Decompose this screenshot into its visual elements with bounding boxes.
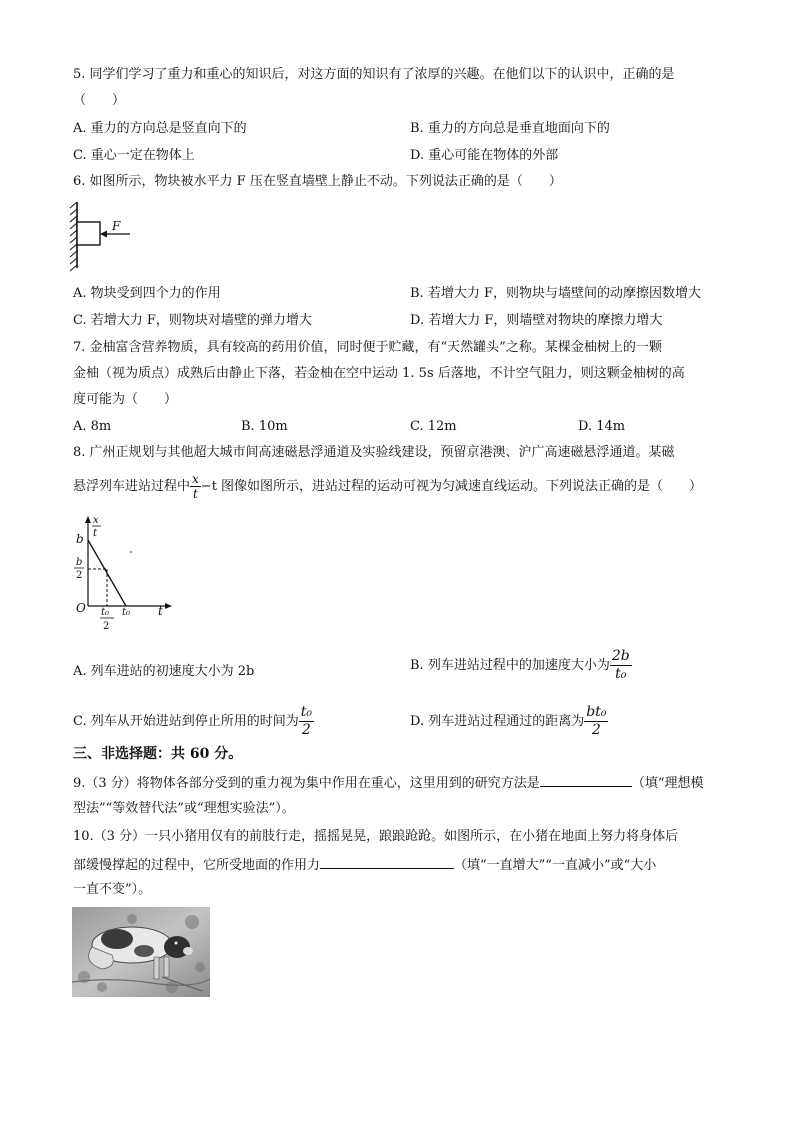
q10-line2 — [73, 855, 656, 875]
q7-option-c: C. 12m — [410, 419, 457, 434]
q8-option-c-fraction — [299, 704, 314, 739]
q8-option-a: A. 列车进站的初速度大小为 2b — [73, 664, 255, 679]
q5-stem: 5. 同学们学习了重力和重心的知识后，对这方面的知识有了浓厚的兴趣。在他们以下的认识中，正确的是 — [73, 67, 675, 82]
q8-option-c-text: C. 列车从开始进站到停止所用的时间为 — [73, 714, 299, 729]
q10-line2-pre: 部缓慢撑起的过程中，它所受地面的作用力 — [73, 858, 321, 873]
fraction-numerator: bt₀ — [586, 704, 607, 720]
q10-line3: 一直不变”）。 — [73, 882, 152, 897]
half-b-numerator: b — [76, 557, 83, 568]
q7-stem-line3: 度可能为（ ） — [73, 392, 178, 407]
q8-option-b-fraction — [610, 648, 632, 683]
fraction-denominator: t₀ — [615, 666, 627, 682]
pig-photo — [72, 907, 210, 997]
t0-label: t₀ — [122, 607, 131, 618]
q10-line2-post: （填“一直增大”“一直减小”或“大小 — [454, 858, 657, 873]
q8-option-b-text: B. 列车进站过程中的加速度大小为 — [410, 658, 610, 673]
x-axis-label: t — [158, 604, 163, 618]
q8-option-d-text: D. 列车进站过程通过的距离为 — [410, 714, 585, 729]
y-axis-label-numerator: x — [93, 515, 99, 526]
q8-stem-line2-post: −t 图像如图所示，进站过程的运动可视为匀减速直线运动。下列说法正确的是（ ） — [200, 479, 703, 494]
q8-option-d-fraction — [584, 704, 608, 739]
q9-line1 — [73, 773, 703, 793]
half-t0-numerator: t₀ — [101, 607, 110, 618]
half-t0-denominator: 2 — [103, 621, 110, 632]
q9-line1-pre: 9.（3 分）将物体各部分受到的重力视为集中作用在重心，这里用到的研究方法是 — [73, 776, 540, 791]
q8-option-c — [73, 702, 314, 742]
q5-option-a: A. 重力的方向总是竖直向下的 — [73, 121, 247, 136]
q7-option-b: B. 10m — [241, 419, 288, 434]
section-3-title: 三、非选择题：共 60 分。 — [73, 746, 243, 762]
half-b-denominator: 2 — [76, 570, 83, 581]
q5-option-c: C. 重心一定在物体上 — [73, 148, 195, 163]
q6-option-c: C. 若增大力 F，则物块对墙壁的弹力增大 — [73, 313, 312, 328]
q8-stem-line1: 8. 广州正规划与其他超大城市间高速磁悬浮通道及实验线建设，预留京港澳、沪广高速磁悬浮通道。某磁 — [73, 445, 675, 460]
q5-answer-paren: （ ） — [73, 93, 126, 108]
q5-option-d: D. 重心可能在物体的外部 — [410, 148, 559, 163]
fraction-denominator: 2 — [591, 722, 601, 738]
q6-option-a: A. 物块受到四个力的作用 — [73, 286, 221, 301]
fraction-denominator: t — [192, 487, 198, 501]
q6-stem: 6. 如图所示，物块被水平力 F 压在竖直墙壁上静止不动。下列说法正确的是（ ） — [73, 174, 562, 189]
q10-line1: 10.（3 分）一只小猪用仅有的前肢行走，摇摇晃晃，踉踉跄跄。如图所示，在小猪在地面上努力将身体后 — [73, 829, 679, 844]
fraction-numerator: 2b — [611, 648, 630, 664]
q7-option-a: A. 8m — [73, 419, 112, 434]
q5-option-b: B. 重力的方向总是垂直地面向下的 — [410, 121, 610, 136]
y-axis-label-denominator: t — [93, 528, 98, 539]
wall-block-figure — [66, 198, 136, 272]
q7-option-d: D. 14m — [578, 419, 626, 434]
q6-option-b: B. 若增大力 F，则物块与墙壁间的动摩擦因数增大 — [410, 286, 701, 301]
q9-line1-post: （填“理想模 — [631, 776, 704, 791]
q9-line2: 型法”“等效替代法”或“理想实验法”）。 — [73, 801, 295, 816]
origin-label: O — [76, 601, 86, 615]
force-f-label: F — [112, 219, 121, 233]
q10-answer-blank[interactable] — [320, 855, 454, 869]
q8-option-d — [410, 702, 608, 742]
q9-answer-blank[interactable] — [540, 773, 632, 787]
q8-option-b — [410, 646, 632, 686]
fraction-denominator: 2 — [301, 722, 311, 738]
fraction-numerator: t₀ — [300, 704, 312, 720]
q6-option-d: D. 若增大力 F，则墙壁对物块的摩擦力增大 — [410, 313, 663, 328]
x-over-t-vs-t-graph — [70, 512, 180, 634]
q7-stem-line2: 金柚（视为质点）成熟后由静止下落，若金柚在空中运动 1. 5s 后落地，不计空气阻力，则这颗金柚树的高 — [73, 366, 685, 381]
q8-x-over-t-fraction — [190, 472, 201, 501]
q8-stem-line2 — [73, 472, 702, 502]
q8-stem-line2-pre: 悬浮列车进站过程中 — [73, 479, 191, 494]
b-label: b — [76, 532, 84, 546]
fraction-numerator: x — [192, 472, 199, 486]
q7-stem-line1: 7. 金柚富含营养物质，具有较高的药用价值，同时便于贮藏，有“天然罐头”之称。某棵金柚树上的一颗 — [73, 340, 662, 355]
